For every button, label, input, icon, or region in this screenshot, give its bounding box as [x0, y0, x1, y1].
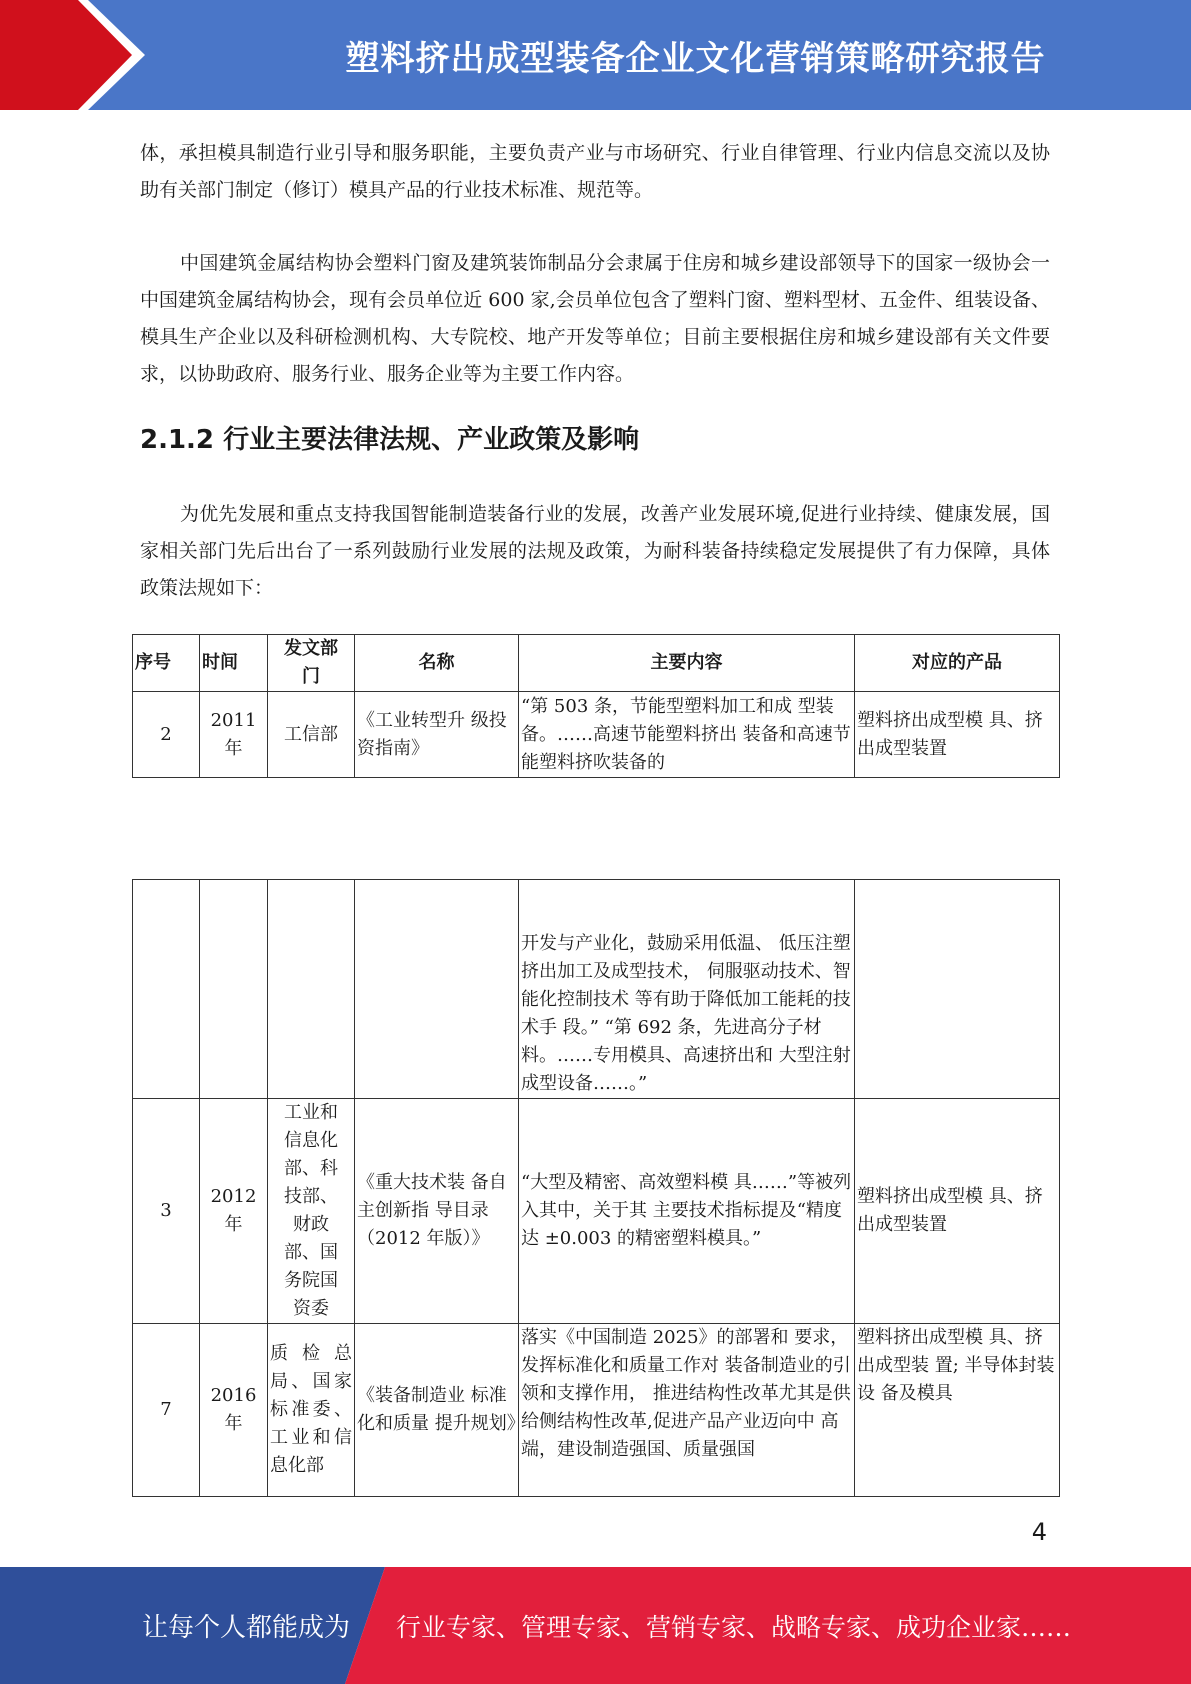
- footer-slogan-right: 行业专家、管理专家、营销专家、战略专家、成功企业家……: [396, 1612, 1072, 1642]
- policy-table-part-2: [132, 879, 1060, 1497]
- cell-no: 2: [133, 692, 200, 778]
- cell-time: 2016 年: [200, 1324, 268, 1497]
- header-product: 对应的产品: [855, 635, 1060, 692]
- header-name: 名称: [355, 635, 519, 692]
- cell-name: 《重大技术装 备自主创新指 导目录（2012 年版）》: [355, 1099, 519, 1324]
- cell-dept: 质检总局、国家标准委、工业和信息化部: [268, 1324, 355, 1497]
- table-row: [133, 1324, 1060, 1497]
- cell-product: 塑料挤出成型模 具、挤出成型装 置; 半导体封装设 备及模具: [855, 1324, 1060, 1497]
- header-time: 时间: [200, 635, 268, 692]
- table-header-row: [133, 635, 1060, 692]
- cell-time: 2012 年: [200, 1099, 268, 1324]
- table-row: [133, 1099, 1060, 1324]
- header-no: 序号: [133, 635, 200, 692]
- cell-name: 《工业转型升 级投资指南》: [355, 692, 519, 778]
- cell-content: 落实《中国制造 2025》的部署和 要求，发挥标准化和质量工作对 装备制造业的引领和支撑作用， 推进结构性改革尤其是供给侧结构性改革,促进产品产业迈向中 高端，建设制造强国、质量强国: [519, 1324, 855, 1497]
- cell-product: 塑料挤出成型模 具、挤出成型装置: [855, 1099, 1060, 1324]
- page-footer: [0, 1567, 1191, 1684]
- cell-dept: 工业和信息化部、科技部、财政部、国务院国资委: [268, 1099, 355, 1324]
- cell-content: 开发与产业化，鼓励采用低温、 低压注塑挤出加工及成型技术， 伺服驱动技术、智能化控制技术 等有助于降低加工能耗的技术手 段。” “第 692 条，先进高分子材 料。……专用模具、高速挤出和 大型注射成型设备……。”: [519, 880, 855, 1099]
- page-number: 4: [1031, 1518, 1047, 1546]
- cell-no: 7: [133, 1324, 200, 1497]
- cell-content: “大型及精密、高效塑料模 具……”等被列入其中，关于其 主要技术指标提及“精度达 ±0.003 的精密塑料模具。”: [519, 1099, 855, 1324]
- paragraph-3: 为优先发展和重点支持我国智能制造装备行业的发展，改善产业发展环境,促进行业持续、健康发展，国家相关部门先后出台了一系列鼓励行业发展的法规及政策，为耐科装备持续稳定发展提供了有力保障，具体政策法规如下：: [140, 503, 1050, 599]
- cell-no: [133, 880, 200, 1099]
- page-header: [0, 0, 1191, 110]
- cell-product: [855, 880, 1060, 1099]
- header-content: 主要内容: [519, 635, 855, 692]
- paragraph-1: 体，承担模具制造行业引导和服务职能，主要负责产业与市场研究、行业自律管理、行业内信息交流以及协助有关部门制定（修订）模具产品的行业技术标准、规范等。: [140, 142, 1050, 201]
- header-title: 塑料挤出成型装备企业文化营销策略研究报告: [345, 38, 1046, 79]
- policy-table-part-1: [132, 634, 1060, 778]
- cell-no: 3: [133, 1099, 200, 1324]
- section-heading: 2.1.2 行业主要法律法规、产业政策及影响: [140, 425, 640, 455]
- cell-dept: [268, 880, 355, 1099]
- cell-name: 《装备制造业 标准化和质量 提升规划》: [355, 1324, 519, 1497]
- cell-product: 塑料挤出成型模 具、挤出成型装置: [855, 692, 1060, 778]
- cell-time: [200, 880, 268, 1099]
- cell-content: “第 503 条，节能型塑料加工和成 型装备。……高速节能塑料挤出 装备和高速节能塑料挤吹装备的: [519, 692, 855, 778]
- table-row: [133, 692, 1060, 778]
- header-arrow-icon: [0, 0, 160, 110]
- cell-time: 2011 年: [200, 692, 268, 778]
- cell-dept: 工信部: [268, 692, 355, 778]
- paragraph-2: 中国建筑金属结构协会塑料门窗及建筑装饰制品分会隶属于住房和城乡建设部领导下的国家一级协会一中国建筑金属结构协会，现有会员单位近 600 家,会员单位包含了塑料门窗、塑料型材、五金件、组装设备、模具生产企业以及科研检测机构、大专院校、地产开发等单位；目前主要根据住房和城乡建设部有关文件要求，以协助政府、服务行业、服务企业等为主要工作内容。: [140, 252, 1050, 385]
- footer-slogan-left: 让每个人都能成为: [142, 1613, 351, 1643]
- table-row: [133, 880, 1060, 1099]
- cell-name: [355, 880, 519, 1099]
- header-dept: 发文部门: [268, 635, 355, 692]
